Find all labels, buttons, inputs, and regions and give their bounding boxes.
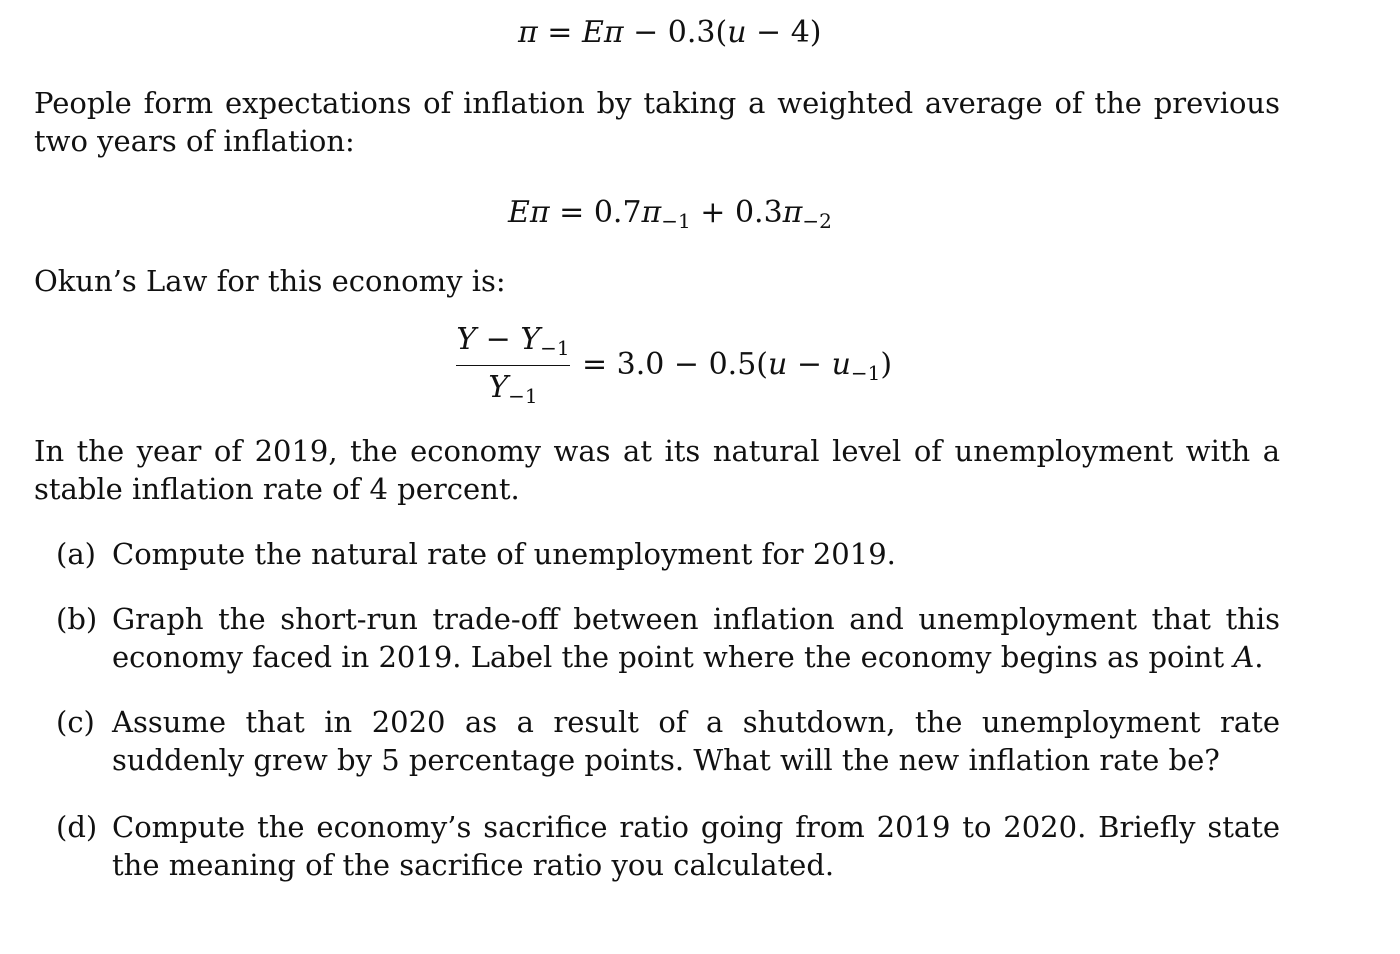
context-2019-text: In the year of 2019, the economy was at its natural level of unemployment with a stable inflation rate of 4 percent.: [34, 434, 1280, 506]
expectations-intro-text: People form expectations of inflation by taking a weighted average of the previous two years of inflation:: [34, 86, 1280, 158]
question-d: [56, 808, 1280, 884]
question-text: Graph the short-run trade-off between inflation and unemployment that this economy faced in 2019. Label the point where the economy begins as point A.: [112, 602, 1280, 674]
okun-law-rhs: = $3.0 - 0.5(u - u_{-1})$: [582, 347, 893, 385]
question-text: Compute the natural rate of unemployment for 2019.: [112, 537, 896, 571]
question-text: Compute the economy’s sacrifice ratio going from 2019 to 2020. Briefly state the meaning of the sacrifice ratio you calculated.: [112, 810, 1280, 882]
question-c: [56, 703, 1280, 779]
phillips-curve-equation: π = Eπ − 0.3(u − 4): [518, 15, 822, 50]
expectations-equation: $E\pi = 0.7\pi_{-1} + 0.3\pi_{-2}$: [508, 195, 832, 233]
inflation-symbol: π: [518, 15, 538, 50]
okun-denominator: $Y_{-1}$: [488, 370, 538, 408]
question-text: Assume that in 2020 as a result of a shutdown, the unemployment rate suddenly grew by 5 percentage points. What will the new inflation rate be?: [112, 705, 1280, 777]
question-b: [56, 600, 1280, 676]
fraction-bar: [456, 365, 570, 366]
question-label: (b): [56, 602, 98, 636]
question-label: (a): [56, 537, 96, 571]
okun-numerator: $Y - Y_{-1}$: [456, 322, 570, 360]
question-label: (c): [56, 705, 95, 739]
question-label: (d): [56, 810, 98, 844]
okun-intro-text: Okun’s Law for this economy is:: [34, 264, 506, 298]
point-a-label: A: [1233, 640, 1255, 674]
question-a: [56, 535, 1280, 573]
